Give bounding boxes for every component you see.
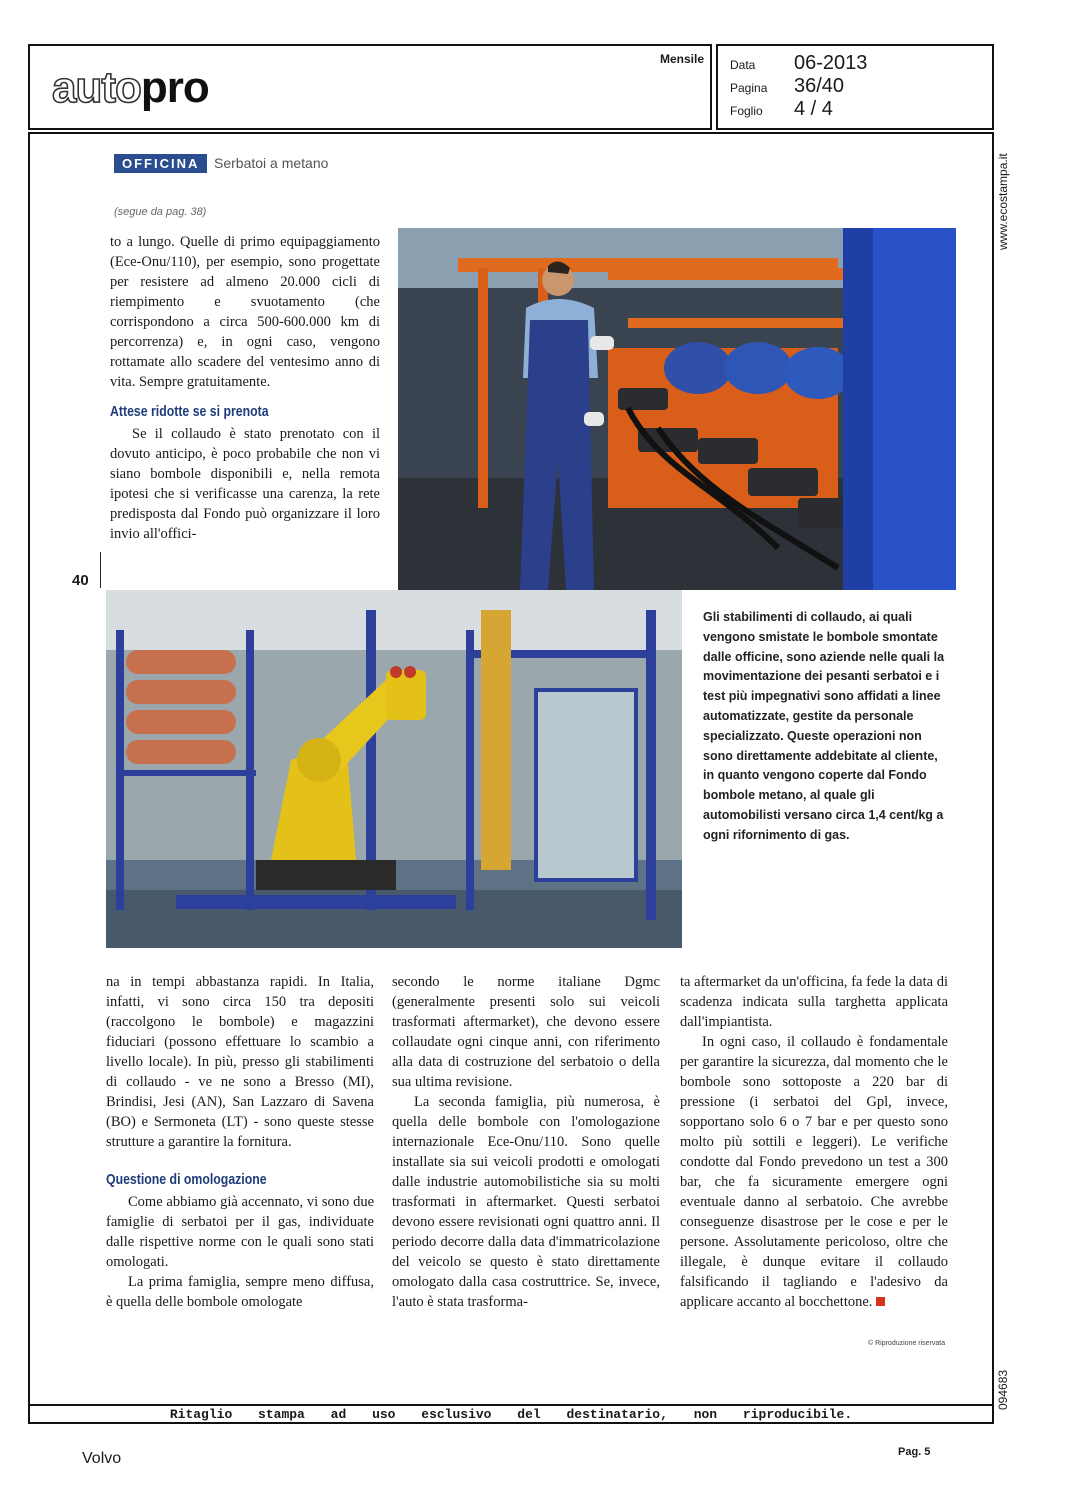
- section-tag: OFFICINA: [114, 154, 207, 173]
- paragraph: Se il collaudo è stato prenotato con il dovuto anticipo, è poco probabile che non vi siano bombole disponibili e, nella remota ipotesi che si verificasse una carenza, la rete predisposta dal Fondo può organizzare il loro invio all'offici-: [110, 426, 380, 542]
- paragraph: secondo le norme italiane Dgmc (generalmente presenti solo sui veicoli trasformati aftermarket), che devono essere collaudate ogni cinque anni, con riferimento alla data di costruzione del serbatoio o della sua ultima revisione.: [392, 974, 660, 1090]
- page-number: 40: [72, 572, 89, 589]
- autopro-logo: autopro: [52, 63, 209, 112]
- masthead: [28, 44, 712, 130]
- side-url: www.ecostampa.it: [996, 153, 1010, 250]
- column-1-top: [110, 232, 380, 544]
- paragraph: to a lungo. Quelle di primo equipaggiamento (Ece-Onu/110), per esempio, sono progettate per resistere ad almeno 20.000 cicli di riempimento e svuotamento (che corrispondono a circa 500-600.000 km di percorrenza) e, in ogni caso, vengono rottamate allo scadere del ventesimo anno di vita. Sempre gratuitamente.: [110, 234, 380, 390]
- photo-automated-test-line: [106, 590, 682, 948]
- subheading-prenota: Attese ridotte se si prenota: [110, 403, 269, 420]
- paragraph: ta aftermarket da un'officina, fa fede la data di scadenza indicata sulla targhetta applicata dall'impiantista.: [680, 974, 948, 1030]
- foglio-row: [730, 98, 833, 121]
- client-name: Volvo: [82, 1450, 122, 1467]
- column-2: [392, 972, 660, 1312]
- subheading-omologazione: Questione di omologazione: [106, 1171, 267, 1188]
- data-row: [730, 52, 867, 75]
- column-1-bottom: [106, 972, 374, 1312]
- paragraph: Come abbiamo già accennato, vi sono due famiglie di serbatoi per il gas, individuate dalle rispettive norme con le quali sono stati omologati.: [106, 1194, 374, 1270]
- pagina-value: 36/40: [794, 75, 845, 97]
- continued-note: (segue da pag. 38): [114, 206, 207, 218]
- column-3: [680, 972, 948, 1312]
- reproduction-notice: Ritaglio stampa ad uso esclusivo del destinatario, non riproducibile.: [28, 1404, 994, 1424]
- paragraph: na in tempi abbastanza rapidi. In Italia, infatti, vi sono circa 150 tra depositi (raccolgono le bombole) e magazzini fiduciari (possono effettuare lo scambio a livello locale). In più, presso gli stabilimenti di collaudo - ve ne sono a Bresso (MI), Brindisi, Jesi (AN), San Lazzaro di Savena (BO) e Sermoneta (LT) - sono queste stesse strutture a garantire la fornitura.: [106, 974, 374, 1150]
- robot-arm-illustration: [106, 590, 682, 948]
- pagina-row: [730, 75, 844, 98]
- frequency-label: Mensile: [659, 52, 704, 66]
- paragraph: La prima famiglia, sempre meno diffusa, è quella delle bombole omologate: [106, 1274, 374, 1310]
- rights-reserved: © Riproduzione riservata: [868, 1340, 946, 1347]
- data-label: Data: [730, 58, 756, 72]
- data-value: 06-2013: [794, 52, 868, 74]
- pagina-label: Pagina: [730, 81, 768, 95]
- foglio-label: Foglio: [730, 104, 763, 118]
- page-counter: Pag. 5: [898, 1446, 931, 1458]
- photo-caption: Gli stabilimenti di collaudo, ai quali vengono smistate le bombole smontate dalle officine, sono aziende nelle quali la movimentazione dei pesanti serbatoi e i test più impegnativi sono affidati a linee automatizzate, gestite da personale specializzato. Queste operazioni non sono direttamente addebitate al cliente, in quanto vengono coperte dal Fondo bombole metano, al quale gli automobilisti versano circa 1,4 cent/kg a ogni rifornimento di gas.: [703, 610, 945, 842]
- end-of-article-mark: [876, 1297, 885, 1306]
- foglio-value: 4 / 4: [794, 98, 833, 120]
- side-code: 094683: [996, 1369, 1010, 1410]
- paragraph: In ogni caso, il collaudo è fondamentale per garantire la sicurezza, dal momento che le bombole sono sottoposte a 220 bar di pressione (i serbatoi del Gpl, invece, sopportano solo 6 o 7 bar e per questo sono molto più sottili e leggeri). Le verifiche condotte dal Fondo prevedono un test a 300 bar, che fa sicuramente emergere ogni eventuale danno al serbatoio. Che avrebbe conseguenze disastrose per le cose e per le persone. Assolutamente pericoloso, oltre che illegale, è dunque evitare il collaudo falsificando il tagliando e l'adesivo da applicare accanto al bocchettone.: [680, 1034, 948, 1310]
- page-number-rule: [100, 552, 101, 588]
- section-title: Serbatoi a metano: [214, 155, 329, 171]
- paragraph: La seconda famiglia, più numerosa, è quella delle bombole con l'omologazione internazionale Ece-Onu/110. Sono quelle installate sia sui veicoli prodotti e omologati dalle industrie automobilistiche sia su molti trasformati in aftermarket. Questi serbatoi devono essere revisionati ogni quattro anni. Il periodo decorre dalla data d'immatricolazione del veicolo se questo è stato direttamente omologato dalla casa costruttrice. Se, invece, l'auto è stata trasforma-: [392, 1094, 660, 1310]
- technician-illustration: [398, 228, 956, 590]
- photo-technician-test-bench: [398, 228, 956, 590]
- issue-info-box: [716, 44, 994, 130]
